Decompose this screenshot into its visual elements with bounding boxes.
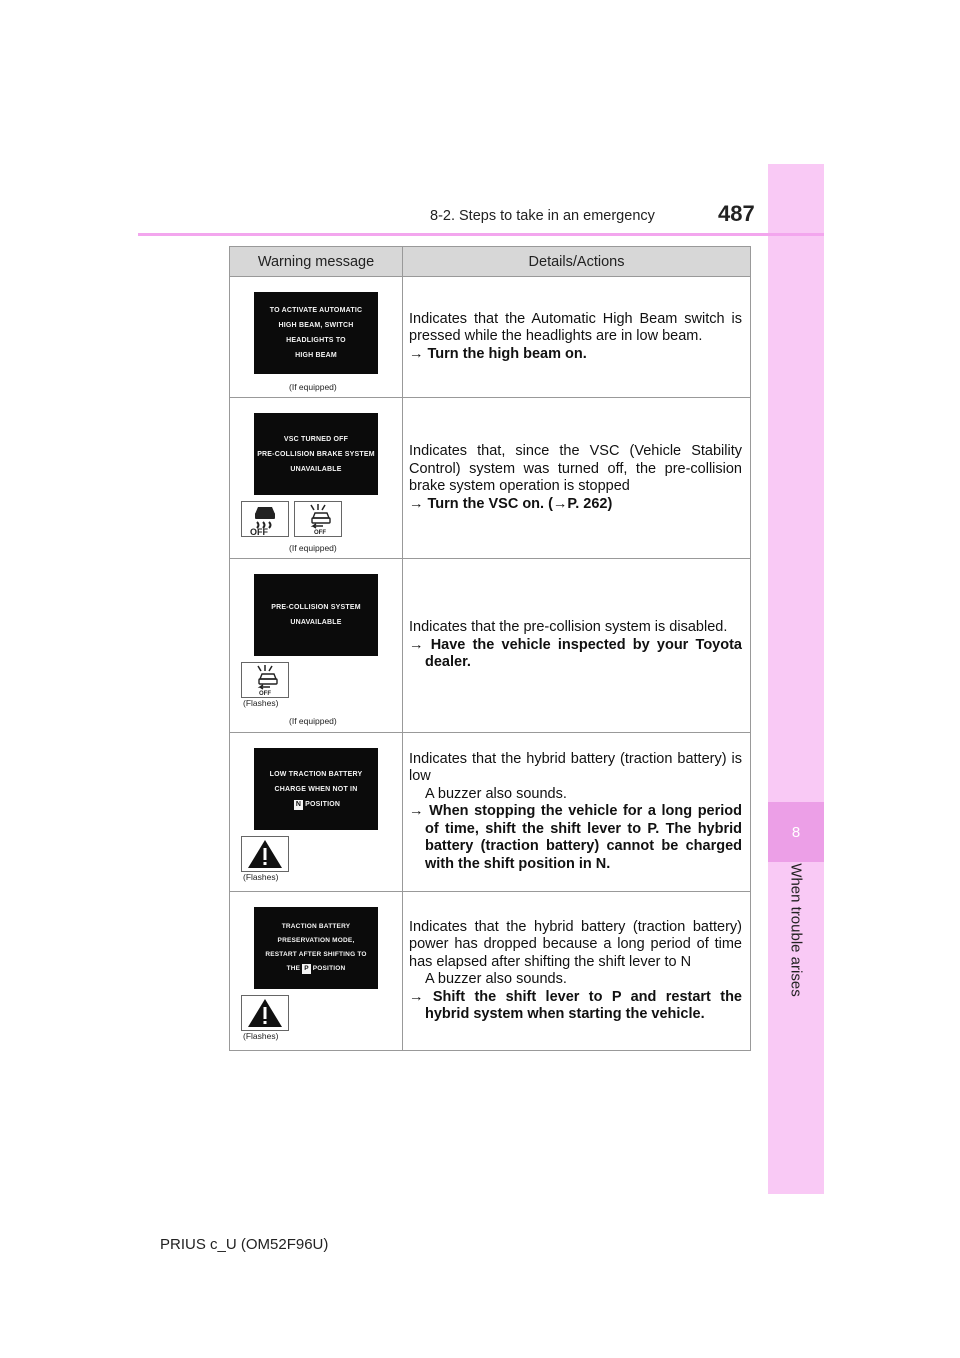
display-screen: PRE-COLLISION SYSTEM UNAVAILABLE [254,574,378,656]
details-text: Indicates that the Automatic High Beam switch is pressed while the headlights are in low beam. [409,310,742,345]
action-text: → Turn the high beam on. [409,345,587,362]
details-cell [403,398,751,559]
warning-triangle-icon [241,995,289,1031]
action-text: → Shift the shift lever to P and restart the hybrid system when starting the vehicle. [409,988,742,1022]
flash-note: (Flashes) [243,698,279,708]
warning-cell [230,398,403,559]
display-screen: LOW TRACTION BATTERY CHARGE WHEN NOT IN N POSITION [254,748,378,830]
column-header-details: Details/Actions [403,247,751,277]
display-screen: TO ACTIVATE AUTOMATIC HIGH BEAM, SWITCH HEADLIGHTS TO HIGH BEAM [254,292,378,374]
details-text: Indicates that the hybrid battery (traction battery) power has dropped because a long period of time has elapsed after shifting the shift lever to N [409,918,742,970]
buzzer-note: A buzzer also sounds. [425,971,567,987]
equipped-note: (If equipped) [289,716,337,726]
header-rule [138,233,824,236]
equipped-note: (If equipped) [289,382,337,392]
action-text: → When stopping the vehicle for a long period of time, shift the shift lever to P. The hybrid battery (traction battery) cannot be charged with the shift position in N. [409,803,742,872]
display-screen: VSC TURNED OFF PRE-COLLISION BRAKE SYSTEM UNAVAILABLE [254,413,378,495]
equipped-note: (If equipped) [289,543,337,553]
svg-text:OFF: OFF [259,691,271,697]
flash-note: (Flashes) [243,1031,279,1041]
chapter-label: When trouble arises [787,863,805,997]
chapter-number: 8 [768,802,824,862]
table-row [230,277,751,398]
details-cell [403,277,751,398]
warning-cell [230,559,403,733]
warning-cell [230,733,403,892]
details-cell [403,733,751,892]
flash-note: (Flashes) [243,872,279,882]
side-tab [768,164,824,1194]
table-row [230,398,751,559]
pcs-off-icon [294,501,342,537]
details-cell [403,892,751,1051]
details-cell [403,559,751,733]
pcs-off-icon [241,662,289,698]
buzzer-note: A buzzer also sounds. [425,785,567,802]
column-header-warning: Warning message [230,247,403,277]
section-title: 8-2. Steps to take in an emergency [430,208,655,224]
table-row [230,733,751,892]
action-text: → Have the vehicle inspected by your Toyota dealer. [409,636,742,671]
footer-model: PRIUS c_U (OM52F96U) [160,1236,329,1253]
page-number: 487 [718,201,755,226]
warning-cell [230,892,403,1051]
table-row [230,892,751,1051]
table-row [230,559,751,733]
warning-cell [230,277,403,398]
svg-text:OFF: OFF [250,527,268,536]
display-screen: TRACTION BATTERY PRESERVATION MODE, RESTART AFTER SHIFTING TO THE P POSITION [254,907,378,989]
details-text: Indicates that, since the VSC (Vehicle Stability Control) system was turned off, the pre-collision brake system operation is stopped [409,443,742,494]
warning-table [229,246,751,1051]
details-text: Indicates that the pre-collision system is disabled. [409,619,728,636]
details-text: Indicates that the hybrid battery (traction battery) is low [409,750,742,785]
warning-triangle-icon [241,836,289,872]
vsc-off-icon [241,501,289,537]
action-text: → Turn the VSC on. (→P. 262) [409,495,613,512]
svg-text:OFF: OFF [314,530,326,536]
